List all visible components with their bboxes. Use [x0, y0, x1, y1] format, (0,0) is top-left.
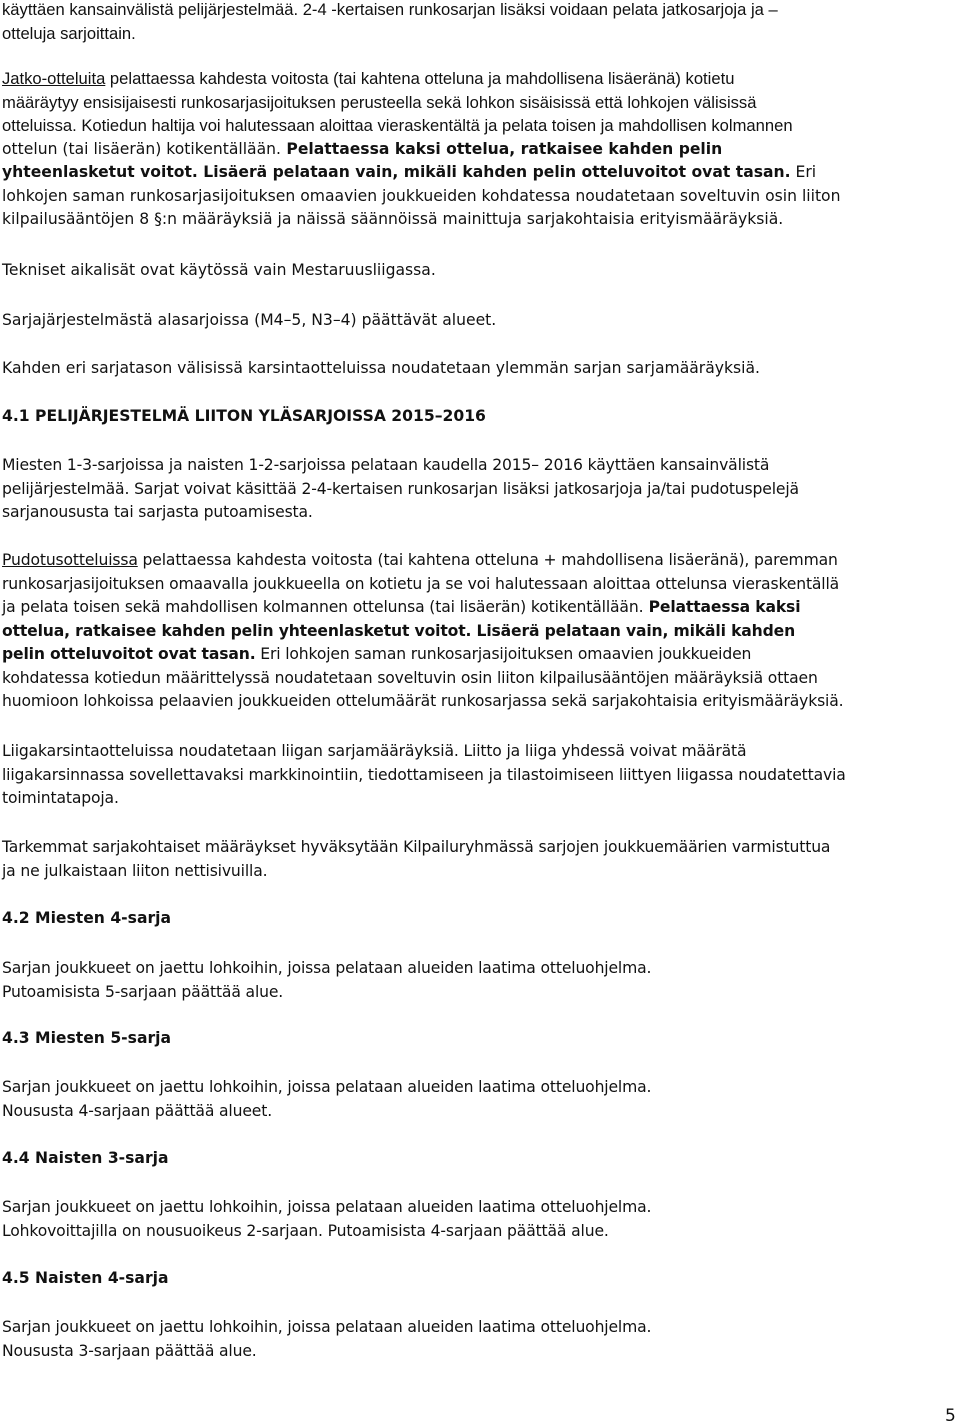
text-line: otteluja sarjoittain. [2, 23, 136, 43]
text-line: otteluissa. Kotiedun haltija voi halutessaan aloittaa vieraskentältä ja pelata toisen ja mahdollisen kolmannen [2, 116, 793, 135]
section-heading-4-1: 4.1 PELIJÄRJESTELMÄ LIITON YLÄSARJOISSA 2015–2016 [2, 407, 486, 425]
text-line: liigakarsinnassa sovellettavaksi markkinointiin, tiedottamiseen ja tilastoimiseen liittyen liigassa noudatettavia [2, 765, 846, 784]
section-heading-4-4: 4.4 Naisten 3-sarja [2, 1149, 169, 1167]
paragraph-aikalisat: Tekniset aikalisät ovat käytössä vain Mestaruusliigassa. [2, 261, 436, 279]
text-line: kohdatessa kotiedun määrittelyssä noudatetaan soveltuvin osin liiton kilpailusääntöjen määräyksiä ottaen [2, 668, 818, 687]
section-heading-4-2: 4.2 Miesten 4-sarja [2, 909, 172, 927]
text-line: kilpailusääntöjen 8 §:n määräyksiä ja näissä säännöissä mainittuja sarjakohtaisia erityismääräyksiä. [2, 210, 784, 228]
paragraph-intro [2, 0, 952, 45]
paragraph-naisten-3-sarja [2, 1196, 952, 1243]
jatko-otteluita-link[interactable]: Jatko-otteluita [2, 69, 106, 88]
text-line: Sarjan joukkueet on jaettu lohkoihin, joissa pelataan alueiden laatima otteluohjelma. [2, 1198, 652, 1216]
text-line: Sarjan joukkueet on jaettu lohkoihin, joissa pelataan alueiden laatima otteluohjelma. [2, 959, 652, 977]
paragraph-jatko-ottelut [2, 67, 952, 232]
bold-text: Pelattaessa kaksi [643, 598, 801, 616]
bold-text: ottelua, ratkaisee kahden pelin yhteenlasketut voitot. Lisäerä pelataan vain, mikäli kahden [2, 621, 796, 640]
text-line: huomioon lohkoissa pelaavien joukkueiden ottelumäärät runkosarjassa sekä sarjakohtaisia erityismääräyksiä. [2, 692, 844, 710]
paragraph-tarkemmat [2, 836, 952, 883]
text-line: Sarjan joukkueet on jaettu lohkoihin, joissa pelataan alueiden laatima otteluohjelma. [2, 1078, 652, 1096]
text-line: Lohkovoittajilla on nousuoikeus 2-sarjaan. Putoamisista 4-sarjaan päättää alue. [2, 1221, 609, 1240]
text-line: Sarjan joukkueet on jaettu lohkoihin, joissa pelataan alueiden laatima otteluohjelma. [2, 1318, 652, 1336]
text-span: pelattaessa kahdesta voitosta (tai kahtena otteluna ja mahdollisena lisäeränä) kotietu [105, 69, 735, 88]
section-heading-4-3: 4.3 Miesten 5-sarja [2, 1029, 172, 1047]
text-span: ja pelata toisen sekä mahdollisen kolmannen ottelunsa (tai lisäerän) kotikentällään. [2, 598, 644, 616]
paragraph-alasarjat: Sarjajärjestelmästä alasarjoissa (M4–5, N3–4) päättävät alueet. [2, 311, 497, 329]
bold-text: yhteenlasketut voitot. Lisäerä pelataan vain, mikäli kahden pelin otteluvoitot ovat tasan. [2, 163, 791, 181]
text-line: Liigakarsintaotteluissa noudatetaan liigan sarjamääräyksiä. Liitto ja liiga yhdessä voivat määrätä [2, 742, 747, 760]
text-line: Miesten 1-3-sarjoissa ja naisten 1-2-sarjoissa pelataan kaudella 2015– 2016 käyttäen kansainvälistä [2, 456, 770, 474]
text-line: käyttäen kansainvälistä pelijärjestelmää. 2-4 -kertaisen runkosarjan lisäksi voidaan pelata jatkosarjoja ja – [2, 0, 778, 19]
bold-text: pelin otteluvoitot ovat tasan. [2, 645, 256, 663]
paragraph-miesten-5-sarja [2, 1076, 952, 1123]
section-heading-4-5: 4.5 Naisten 4-sarja [2, 1269, 169, 1287]
paragraph-karsinta: Kahden eri sarjatason välisissä karsintaotteluissa noudatetaan ylemmän sarjan sarjamääräyksiä. [2, 359, 761, 377]
text-line: määräytyy ensisijaisesti runkosarjasijoituksen perusteella sekä lohkon sisäisissä että lohkojen välisissä [2, 92, 757, 112]
text-line: Tarkemmat sarjakohtaiset määräykset hyväksytään Kilpailuryhmässä sarjojen joukkuemäärien varmistuttua [2, 838, 831, 856]
text-line: toimintatapoja. [2, 789, 119, 807]
text-line: sarjanoususta tai sarjasta putoamisesta. [2, 503, 313, 521]
text-line: lohkojen saman runkosarjasijoituksen omaavien joukkueiden kohdatessa noudatetaan soveltuvin osin liiton [2, 186, 841, 205]
paragraph-pudotusottelut [2, 549, 952, 714]
text-line: Putoamisista 5-sarjaan päättää alue. [2, 982, 284, 1001]
text-line: Noususta 3-sarjaan päättää alue. [2, 1341, 257, 1360]
text-span: Eri [790, 163, 817, 181]
text-line: runkosarjasijoituksen omaavalla joukkueella on kotietu ja se voi halutessaan aloittaa ottelunsa vieraskentällä [2, 574, 840, 593]
text-span: Eri lohkojen saman runkosarjasijoituksen omaavien joukkueiden [255, 645, 752, 663]
page-number: 5 [945, 1406, 956, 1426]
text-line: Noususta 4-sarjaan päättää alueet. [2, 1101, 273, 1120]
text-line: ja ne julkaistaan liiton nettisivuilla. [2, 861, 268, 880]
bold-text: Pelattaessa kaksi ottelua, ratkaisee kahden pelin [281, 139, 723, 158]
paragraph-pelijarjestelma [2, 454, 952, 525]
text-span: ottelun (tai lisäerän) kotikentällään. [2, 139, 281, 158]
paragraph-naisten-4-sarja [2, 1316, 952, 1363]
paragraph-miesten-4-sarja [2, 957, 952, 1004]
pudotusotteluissa-link[interactable]: Pudotusotteluissa [2, 551, 138, 569]
text-span: pelattaessa kahdesta voitosta (tai kahtena otteluna + mahdollisena lisäeränä), paremman [137, 551, 838, 569]
paragraph-liigakarsinta [2, 740, 952, 811]
text-line: pelijärjestelmää. Sarjat voivat käsittää 2-4-kertaisen runkosarjan lisäksi jatkosarjoja ja/tai pudotuspelejä [2, 479, 799, 498]
